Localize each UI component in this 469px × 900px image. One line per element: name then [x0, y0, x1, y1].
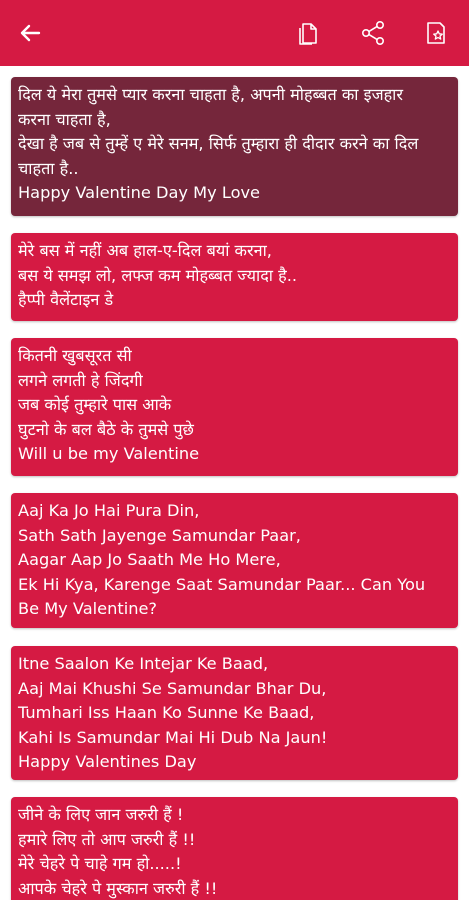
- quote-line: देखा है जब से तुम्हें ए मेरे सनम, सिर्फ तुम्हारा ही दीदार करने का दिल: [18, 134, 419, 153]
- quote-line: लगने लगती हे जिंदगी: [18, 370, 143, 390]
- quote-line: मेरे बस में नहीं अब हाल-ए-दिल बयां करना,: [18, 241, 272, 260]
- quote-line: आपके चेहरे पे मुस्कान जरुरी हैं !!: [18, 878, 218, 898]
- quote-line: Sath Sath Jayenge Samundar Paar,: [18, 525, 301, 545]
- quote-line: Will u be my Valentine: [18, 444, 200, 463]
- quote-card-selected[interactable]: [11, 77, 458, 216]
- quote-card[interactable]: [11, 646, 458, 780]
- app-bar: [0, 0, 469, 66]
- quote-line: Happy Valentine Day My Love: [18, 183, 261, 202]
- quote-card[interactable]: [11, 493, 458, 628]
- quote-line: Kahi Is Samundar Mai Hi Dub Na Jaun!: [18, 727, 328, 747]
- quote-line: हमारे लिए तो आप जरुरी हैं !!: [18, 829, 196, 849]
- quote-line: Tumhari Iss Haan Ko Sunne Ke Baad,: [18, 703, 315, 722]
- quote-line: Be My Valentine?: [18, 599, 158, 618]
- quote-line: Aagar Aap Jo Saath Me Ho Mere,: [18, 550, 281, 569]
- share-icon[interactable]: [357, 17, 389, 49]
- quote-line: Happy Valentines Day: [18, 752, 197, 771]
- quote-line: Itne Saalon Ke Intejar Ke Baad,: [18, 654, 269, 673]
- quote-line: कितनी खुबसूरत सी: [18, 346, 132, 365]
- quote-line: Aaj Ka Jo Hai Pura Din,: [18, 501, 200, 520]
- quote-card[interactable]: [11, 233, 458, 321]
- quote-line: जब कोई तुम्हारे पास आके: [18, 395, 172, 414]
- quote-line: जीने के लिए जान जरुरी हैं !: [18, 805, 184, 824]
- copy-icon[interactable]: [292, 17, 324, 49]
- quote-line: चाहता है..: [18, 158, 79, 178]
- quote-line: हैप्पी वैलेंटाइन डे: [18, 290, 114, 309]
- quote-line: Ek Hi Kya, Karenge Saat Samundar Paar... Can You: [18, 574, 426, 594]
- quote-line: Aaj Mai Khushi Se Samundar Bhar Du,: [18, 678, 327, 698]
- quotes-list[interactable]: [0, 66, 469, 900]
- quote-line: दिल ये मेरा तुमसे प्यार करना चाहता है, अपनी मोहब्बत का इजहार: [18, 85, 403, 104]
- quote-line: मेरे चेहरे पे चाहे गम हो.....!: [18, 854, 182, 873]
- back-arrow-icon[interactable]: [14, 17, 46, 49]
- quote-line: बस ये समझ लो, लफ्ज कम मोहब्बत ज्यादा है..: [18, 265, 298, 285]
- quote-line: करना चाहता है,: [18, 109, 111, 129]
- favorite-icon[interactable]: [420, 17, 452, 49]
- quote-card[interactable]: [11, 797, 458, 900]
- quote-line: घुटनो के बल बैठे के तुमसे पुछे: [18, 419, 194, 439]
- quote-card[interactable]: [11, 338, 458, 476]
